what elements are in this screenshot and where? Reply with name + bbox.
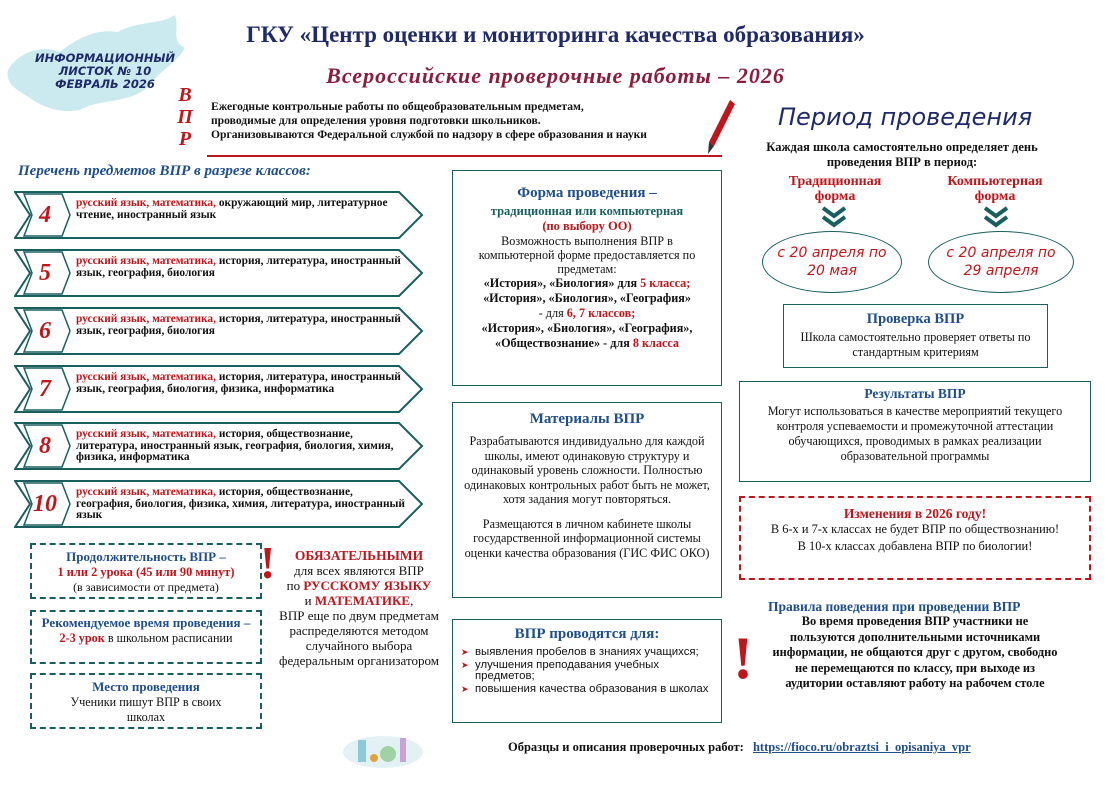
chevron-down-icon (821, 206, 847, 228)
grade-subjects (76, 429, 406, 464)
grade-row (14, 421, 424, 471)
check-text: Школа самостоятельно проверяет ответы по стандартным критериям (800, 330, 1031, 359)
mandatory-line-3 (270, 593, 448, 608)
leaflet-badge (30, 52, 180, 91)
check-title: Проверка ВПР (866, 311, 965, 327)
grade-row (14, 479, 424, 529)
grade-row (14, 306, 424, 356)
form-line: «История», «Биология», «География» (483, 291, 691, 305)
held-for-title: ВПР проводятся для: (514, 626, 660, 642)
materials-text: Разрабатываются индивидуально для каждой школы, имеют одинаковую структуру и одинаковый уровень сложности. Полностью одинаковых контрольных работ быть не может, хотя задания могут повторяться. (464, 434, 710, 506)
duration-value: 1 или 2 урока (45 или 90 минут) (57, 565, 235, 579)
grade-subjects-rest: окружающий мир, литературное чтение, иностранный язык (76, 197, 388, 221)
traditional-dates: с 20 апреля по 20 мая (762, 231, 902, 293)
grade-subjects-core: русский язык, математика, (76, 197, 216, 209)
mandatory-text (270, 548, 448, 668)
grade-number: 4 (39, 202, 51, 228)
mandatory-line: для всех являются ВПР (294, 563, 424, 578)
list-item: ➤ улучшения преподавания учебных предметов; (461, 660, 713, 682)
check-box (783, 304, 1048, 368)
leaflet-line: ИНФОРМАЦИОННЫЙ (34, 51, 176, 65)
period-computer: Компьютерная форма (947, 174, 1043, 204)
materials-text-2: Размещаются в личном кабинете школы государственной информационной системы оценки качества образования (ГИС ФИС ОКО) (464, 516, 710, 560)
recommended-value-line (36, 631, 256, 646)
footer-label: Образцы и описания проверочных работ: (508, 740, 744, 754)
intro-line: Ежегодные контрольные работы по общеобразовательным предметам, (211, 100, 584, 113)
grade-row (14, 248, 424, 298)
results-box (739, 381, 1091, 482)
form-title: Форма проведения – (517, 185, 657, 201)
footer (508, 740, 971, 755)
exclamation-icon: ! (260, 537, 276, 588)
pencil-icon (706, 98, 736, 156)
form-text: Возможность выполнения ВПР в компьютерной форме предоставляется по предметам: (478, 234, 696, 276)
vpr-letter: В (178, 84, 192, 106)
form-class: 5 класса; (640, 276, 691, 290)
mandatory-russian: РУССКОМУ ЯЗЫКУ (303, 578, 432, 593)
grade-subjects-rest: история, литература, иностранный язык, география, биология, физика, информатика (76, 371, 401, 395)
duration-title: Продолжительность ВПР – (66, 549, 226, 564)
place-box (30, 673, 262, 729)
form-line: «Обществознание» - для (494, 336, 633, 350)
mandatory-prep: по (286, 578, 304, 593)
form-line: - для (538, 306, 567, 320)
leaflet-line: ФЕВРАЛЬ 2026 (55, 77, 155, 91)
mandatory-math: МАТЕМАТИКЕ (314, 593, 411, 608)
grade-subjects-core: русский язык, математика, (76, 486, 216, 498)
vpr-letter: П (177, 106, 193, 128)
mandatory-word: ОБЯЗАТЕЛЬНЫМИ (294, 548, 424, 563)
footer-link[interactable]: https://fioco.ru/obraztsi_i_opisaniya_vpr (752, 740, 971, 754)
vpr-vertical-letters (174, 84, 196, 150)
vpr-letter: Р (178, 128, 192, 150)
recommended-title: Рекомендуемое время проведения – (41, 615, 251, 630)
lab-illustration-image (338, 726, 428, 770)
page-title: ГКУ «Центр оценки и мониторинга качества образования» (246, 22, 865, 47)
period-title: Период проведения (778, 103, 1033, 131)
grade-row (14, 364, 424, 414)
period-text: Каждая школа самостоятельно определяет день проведения ВПР в период: (766, 140, 1038, 169)
changes-line: В 10-х классах добавлена ВПР по биологии! (797, 539, 1033, 553)
grade-number: 6 (39, 318, 51, 344)
recommended-box (30, 610, 262, 664)
place-text: Ученики пишут ВПР в своих школах (70, 695, 222, 724)
results-title: Результаты ВПР (864, 386, 966, 401)
mandatory-and: и (304, 593, 315, 608)
changes-line: В 6-х и 7-х классах не будет ВПР по обществознанию! (770, 522, 1060, 536)
period-traditional: Традиционная форма (788, 174, 882, 204)
list-item: ➤ повышения качества образования в школах (461, 684, 713, 695)
grade-number: 8 (39, 433, 51, 459)
rules-title: Правила поведения при проведении ВПР (768, 599, 1021, 614)
form-note: (по выбору ОО) (542, 219, 632, 233)
intro-text (211, 100, 716, 142)
subjects-list-title: Перечень предметов ВПР в разрезе классов: (18, 163, 311, 179)
held-for-box (452, 619, 722, 723)
list-item: ➤ выявления пробелов в знаниях учащихся; (461, 647, 713, 658)
grade-subjects-core: русский язык, математика, (76, 371, 216, 383)
form-line: «История», «Биология» для (483, 276, 641, 290)
held-for-list (461, 647, 713, 695)
grade-subjects-rest: история, обществознание, география, биология, физика, химия, литература, иностранный язык (76, 486, 405, 521)
recommended-rest: в школьном расписании (104, 631, 233, 645)
place-title: Место проведения (92, 679, 200, 694)
grade-number: 7 (39, 376, 51, 402)
grade-subjects-core: русский язык, математика, (76, 255, 216, 267)
form-subjects (459, 276, 715, 351)
materials-title: Материалы ВПР (529, 411, 645, 427)
grade-subjects (76, 487, 406, 522)
grade-subjects (76, 314, 406, 337)
mandatory-rest: ВПР еще по двум предметам распределяются методом случайного выбора федеральным организатором (279, 608, 439, 668)
chevron-down-icon (983, 206, 1009, 228)
duration-note: (в зависимости от предмета) (73, 580, 219, 594)
form-subtitle: традиционная или компьютерная (490, 204, 684, 218)
intro-line: проводимые для определения уровня подготовки школьников. (211, 114, 541, 127)
rules-text: Во время проведения ВПР участники не пользуются дополнительными источниками информации, не общаются друг с другом, свободно не перемещаются по классу, при выходе из аудитории оставляют работу на рабочем столе (772, 614, 1058, 690)
grade-subjects (76, 198, 406, 221)
leaflet-line: ЛИСТОК № 10 (58, 64, 152, 78)
page-subtitle: Всероссийские проверочные работы – 2026 (326, 63, 785, 88)
form-class: 8 класса (632, 336, 679, 350)
mandatory-comma: , (410, 593, 414, 608)
duration-box (30, 543, 262, 599)
grade-subjects-core: русский язык, математика, (76, 313, 216, 325)
grade-row (14, 190, 424, 240)
grade-subjects-core: русский язык, математика, (76, 428, 216, 440)
grade-subjects (76, 256, 406, 279)
mandatory-line-2 (270, 578, 448, 593)
grade-subjects-rest: история, литература, иностранный язык, география, биология (76, 313, 401, 337)
form-box (452, 170, 722, 386)
changes-box (739, 496, 1091, 580)
intro-line: Организовываются Федеральной службой по надзору в сфере образования и науки (211, 128, 647, 141)
exclamation-icon: ! (733, 625, 753, 691)
results-text: Могут использоваться в качестве мероприятий текущего контроля успеваемости и промежуточной аттестации обучающихся, проводимых в рамках реализации образовательной программы (767, 404, 1063, 463)
materials-box (452, 402, 722, 598)
intro-underline (207, 155, 722, 157)
recommended-value: 2-3 урок (59, 631, 105, 645)
grade-subjects-rest: история, литература, иностранный язык, география, биология (76, 255, 401, 279)
computer-dates: с 20 апреля по 29 апреля (928, 231, 1074, 293)
grade-number: 5 (39, 260, 51, 286)
grade-subjects-rest: история, обществознание, литература, иностранный язык, география, биология, химия, физика, информатика (76, 428, 394, 463)
changes-title: Изменения в 2026 году! (843, 506, 987, 521)
form-class: 6, 7 классов; (566, 306, 636, 320)
form-line: «История», «Биология», «География», (481, 321, 693, 335)
grade-number: 10 (33, 491, 57, 517)
grade-subjects (76, 372, 406, 395)
